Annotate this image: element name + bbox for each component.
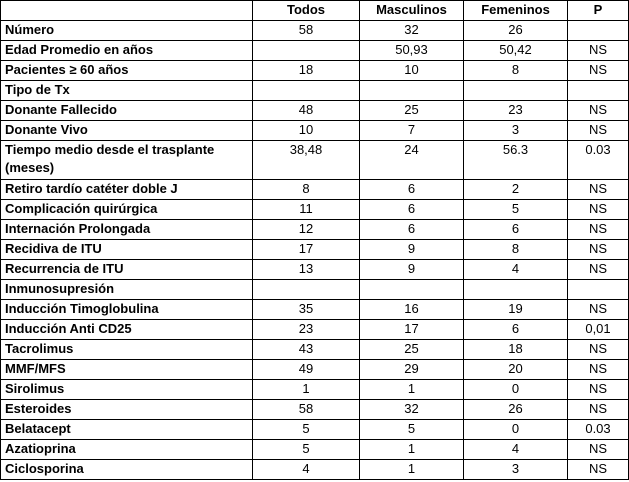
table-row bbox=[1, 141, 629, 180]
row-label: Tipo de Tx bbox=[1, 81, 253, 101]
table-row bbox=[1, 180, 629, 200]
row-label: Recidiva de ITU bbox=[1, 240, 253, 260]
cell-todos: 48 bbox=[253, 101, 360, 121]
row-label: Donante Fallecido bbox=[1, 101, 253, 121]
cell-todos: 13 bbox=[253, 260, 360, 280]
cell-masculinos: 1 bbox=[360, 380, 464, 400]
cell-masculinos: 10 bbox=[360, 61, 464, 81]
header-p: P bbox=[568, 1, 629, 21]
cell-femeninos: 50,42 bbox=[464, 41, 568, 61]
cell-todos: 1 bbox=[253, 380, 360, 400]
row-label: Edad Promedio en años bbox=[1, 41, 253, 61]
cell-todos: 18 bbox=[253, 61, 360, 81]
table-row bbox=[1, 320, 629, 340]
table-row bbox=[1, 360, 629, 380]
row-label: Inducción Anti CD25 bbox=[1, 320, 253, 340]
table-row bbox=[1, 260, 629, 280]
cell-todos bbox=[253, 81, 360, 101]
cell-todos: 10 bbox=[253, 121, 360, 141]
cell-femeninos: 19 bbox=[464, 300, 568, 320]
cell-masculinos: 1 bbox=[360, 440, 464, 460]
cell-p: 0,01 bbox=[568, 320, 629, 340]
cell-masculinos: 7 bbox=[360, 121, 464, 141]
row-label: Tacrolimus bbox=[1, 340, 253, 360]
cell-todos: 49 bbox=[253, 360, 360, 380]
cell-femeninos: 5 bbox=[464, 200, 568, 220]
cell-femeninos: 26 bbox=[464, 21, 568, 41]
header-masculinos: Masculinos bbox=[360, 1, 464, 21]
cell-p: 0.03 bbox=[568, 420, 629, 440]
table-row bbox=[1, 21, 629, 41]
cell-p: NS bbox=[568, 61, 629, 81]
cell-p: 0.03 bbox=[568, 141, 629, 180]
cell-femeninos: 23 bbox=[464, 101, 568, 121]
table-row bbox=[1, 240, 629, 260]
cell-femeninos: 26 bbox=[464, 400, 568, 420]
cell-femeninos: 18 bbox=[464, 340, 568, 360]
row-label: Recurrencia de ITU bbox=[1, 260, 253, 280]
cell-masculinos: 6 bbox=[360, 200, 464, 220]
cell-masculinos: 1 bbox=[360, 460, 464, 480]
cell-todos: 43 bbox=[253, 340, 360, 360]
table-row bbox=[1, 41, 629, 61]
table-row bbox=[1, 300, 629, 320]
cell-masculinos: 25 bbox=[360, 340, 464, 360]
cell-todos: 11 bbox=[253, 200, 360, 220]
cell-todos: 12 bbox=[253, 220, 360, 240]
cell-p bbox=[568, 280, 629, 300]
cell-masculinos: 6 bbox=[360, 180, 464, 200]
cell-p: NS bbox=[568, 240, 629, 260]
cell-masculinos: 32 bbox=[360, 21, 464, 41]
table-row bbox=[1, 81, 629, 101]
cell-masculinos bbox=[360, 81, 464, 101]
row-label: Tiempo medio desde el trasplante (meses) bbox=[1, 141, 253, 180]
row-label: Azatioprina bbox=[1, 440, 253, 460]
cell-masculinos: 32 bbox=[360, 400, 464, 420]
cell-masculinos: 16 bbox=[360, 300, 464, 320]
cell-femeninos: 0 bbox=[464, 420, 568, 440]
cell-femeninos: 3 bbox=[464, 121, 568, 141]
table-row bbox=[1, 220, 629, 240]
cell-femeninos: 4 bbox=[464, 260, 568, 280]
row-label: Internación Prolongada bbox=[1, 220, 253, 240]
cell-todos: 23 bbox=[253, 320, 360, 340]
cell-masculinos: 50,93 bbox=[360, 41, 464, 61]
cell-masculinos: 24 bbox=[360, 141, 464, 180]
header-femeninos: Femeninos bbox=[464, 1, 568, 21]
cell-femeninos bbox=[464, 81, 568, 101]
cell-p: NS bbox=[568, 180, 629, 200]
row-label: Inmunosupresión bbox=[1, 280, 253, 300]
row-label: Número bbox=[1, 21, 253, 41]
cell-femeninos: 56.3 bbox=[464, 141, 568, 180]
cell-p bbox=[568, 21, 629, 41]
cell-femeninos: 4 bbox=[464, 440, 568, 460]
row-label: Sirolimus bbox=[1, 380, 253, 400]
cell-p: NS bbox=[568, 101, 629, 121]
cell-p: NS bbox=[568, 380, 629, 400]
header-empty bbox=[1, 1, 253, 21]
cell-p: NS bbox=[568, 440, 629, 460]
cell-todos bbox=[253, 41, 360, 61]
row-label: Inducción Timoglobulina bbox=[1, 300, 253, 320]
cell-p bbox=[568, 81, 629, 101]
row-label: MMF/MFS bbox=[1, 360, 253, 380]
cell-femeninos: 0 bbox=[464, 380, 568, 400]
cell-p: NS bbox=[568, 360, 629, 380]
cell-todos: 38,48 bbox=[253, 141, 360, 180]
cell-p: NS bbox=[568, 300, 629, 320]
row-label: Retiro tardío catéter doble J bbox=[1, 180, 253, 200]
row-label: Ciclosporina bbox=[1, 460, 253, 480]
cell-p: NS bbox=[568, 340, 629, 360]
cell-masculinos: 9 bbox=[360, 260, 464, 280]
cell-femeninos: 6 bbox=[464, 320, 568, 340]
table-body bbox=[1, 21, 629, 480]
cell-p: NS bbox=[568, 200, 629, 220]
row-label: Donante Vivo bbox=[1, 121, 253, 141]
cell-femeninos: 8 bbox=[464, 61, 568, 81]
row-label: Esteroides bbox=[1, 400, 253, 420]
cell-masculinos bbox=[360, 280, 464, 300]
cell-masculinos: 9 bbox=[360, 240, 464, 260]
cell-todos: 5 bbox=[253, 420, 360, 440]
cell-todos: 35 bbox=[253, 300, 360, 320]
table-row bbox=[1, 460, 629, 480]
cell-todos: 5 bbox=[253, 440, 360, 460]
header-todos: Todos bbox=[253, 1, 360, 21]
table-row bbox=[1, 340, 629, 360]
cell-todos bbox=[253, 280, 360, 300]
table-row bbox=[1, 440, 629, 460]
cell-todos: 8 bbox=[253, 180, 360, 200]
cell-p: NS bbox=[568, 400, 629, 420]
cell-femeninos bbox=[464, 280, 568, 300]
cell-femeninos: 20 bbox=[464, 360, 568, 380]
cell-masculinos: 25 bbox=[360, 101, 464, 121]
cell-p: NS bbox=[568, 260, 629, 280]
row-label: Complicación quirúrgica bbox=[1, 200, 253, 220]
table-row bbox=[1, 400, 629, 420]
cell-p: NS bbox=[568, 121, 629, 141]
cell-femeninos: 8 bbox=[464, 240, 568, 260]
cell-femeninos: 3 bbox=[464, 460, 568, 480]
table-row bbox=[1, 280, 629, 300]
table-row bbox=[1, 200, 629, 220]
cell-todos: 58 bbox=[253, 21, 360, 41]
cell-todos: 58 bbox=[253, 400, 360, 420]
table-row bbox=[1, 61, 629, 81]
cell-p: NS bbox=[568, 41, 629, 61]
table-row bbox=[1, 420, 629, 440]
cell-masculinos: 17 bbox=[360, 320, 464, 340]
table-row bbox=[1, 101, 629, 121]
cell-masculinos: 5 bbox=[360, 420, 464, 440]
cell-p: NS bbox=[568, 460, 629, 480]
cell-masculinos: 6 bbox=[360, 220, 464, 240]
header-row bbox=[1, 1, 629, 21]
cell-femeninos: 6 bbox=[464, 220, 568, 240]
cell-masculinos: 29 bbox=[360, 360, 464, 380]
table-row bbox=[1, 380, 629, 400]
table-row bbox=[1, 121, 629, 141]
cell-p: NS bbox=[568, 220, 629, 240]
row-label: Belatacept bbox=[1, 420, 253, 440]
cell-femeninos: 2 bbox=[464, 180, 568, 200]
cell-todos: 4 bbox=[253, 460, 360, 480]
row-label: Pacientes ≥ 60 años bbox=[1, 61, 253, 81]
cell-todos: 17 bbox=[253, 240, 360, 260]
